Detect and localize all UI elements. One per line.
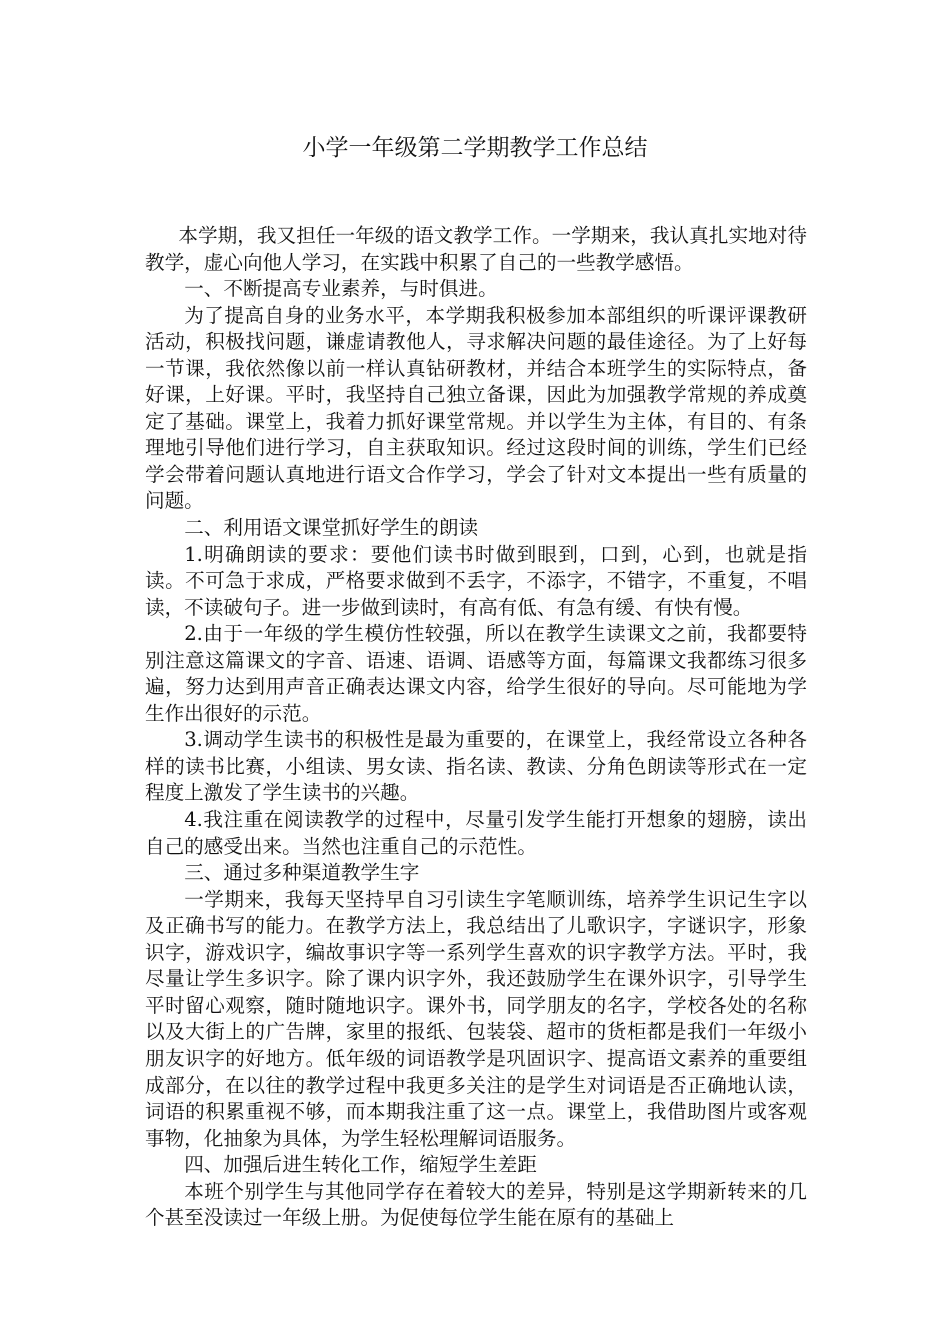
body-paragraph: 本班个别学生与其他同学存在着较大的差异，特别是这学期新转来的几个甚至没读过一年级上册。为促使每位学生能在原有的基础上 <box>145 1179 807 1230</box>
section-heading-4: 四、加强后进生转化工作，缩短学生差距 <box>184 1153 537 1177</box>
body-paragraph: 为了提高自身的业务水平，本学期我积极参加本部组织的听课评课教研活动，积极找问题，谦虚请教他人，寻求解决问题的最佳途径。为了上好每一节课，我依然像以前一样认真钻研教材，并结合本班学生的实际特点，备好课，上好课。平时，我坚持自己独立备课，因此为加强教学常规的养成奠定了基础。课堂上，我着力抓好课堂常规。并以学生为主体，有目的、有条理地引导他们进行学习，自主获取知识。经过这段时间的训练，学生们已经学会带着问题认真地进行语文合作学习，学会了针对文本提出一些有质量的问题。 <box>145 303 807 513</box>
body-paragraph: 1.明确朗读的要求：要他们读书时做到眼到，口到，心到，也就是指读。不可急于求成，严格要求做到不丢字，不添字，不错字，不重复，不唱读，不读破句子。进一步做到读时，有高有低、有急有缓、有快有慢。 <box>145 542 807 619</box>
body-paragraph: 2.由于一年级的学生模仿性较强，所以在教学生读课文之前，我都要特别注意这篇课文的字音、语速、语调、语感等方面，每篇课文我都练习很多遍，努力达到用声音正确表达课文内容，给学生很好的导向。尽可能地为学生作出很好的示范。 <box>145 622 807 725</box>
body-paragraph: 4.我注重在阅读教学的过程中，尽量引发学生能打开想象的翅膀，读出自己的感受出来。当然也注重自己的示范性。 <box>145 808 807 858</box>
document-title: 小学一年级第二学期教学工作总结 <box>302 135 648 161</box>
intro-paragraph: 本学期，我又担任一年级的语文教学工作。一学期来，我认真扎实地对待教学，虚心向他人学习，在实践中积累了自己的一些教学感悟。 <box>145 224 807 274</box>
section-heading-1: 一、不断提高专业素养，与时俱进。 <box>184 277 498 301</box>
section-heading-2: 二、利用语文课堂抓好学生的朗读 <box>184 516 479 540</box>
body-paragraph: 3.调动学生读书的积极性是最为重要的，在课堂上，我经常设立各种各样的读书比赛，小组读、男女读、指名读、教读、分角色朗读等形式在一定程度上激发了学生读书的兴趣。 <box>145 728 807 805</box>
document-body <box>145 223 807 1232</box>
section-heading-3: 三、通过多种渠道教学生字 <box>184 861 420 885</box>
body-paragraph: 一学期来，我每天坚持早自习引读生字笔顺训练，培养学生识记生字以及正确书写的能力。在教学方法上，我总结出了儿歌识字，字谜识字，形象识字，游戏识字，编故事识字等一系列学生喜欢的识字教学方法。平时，我尽量让学生多识字。除了课内识字外，我还鼓励学生在课外识字，引导学生平时留心观察，随时随地识字。课外书，同学朋友的名字，学校各处的名称以及大街上的广告牌，家里的报纸、包装袋、超市的货柜都是我们一年级小朋友识字的好地方。低年级的词语教学是巩固识字、提高语文素养的重要组成部分，在以往的教学过程中我更多关注的是学生对词语是否正确地认读，词语的积累重视不够，而本期我注重了这一点。课堂上，我借助图片或客观事物，化抽象为具体，为学生轻松理解词语服务。 <box>145 887 807 1150</box>
